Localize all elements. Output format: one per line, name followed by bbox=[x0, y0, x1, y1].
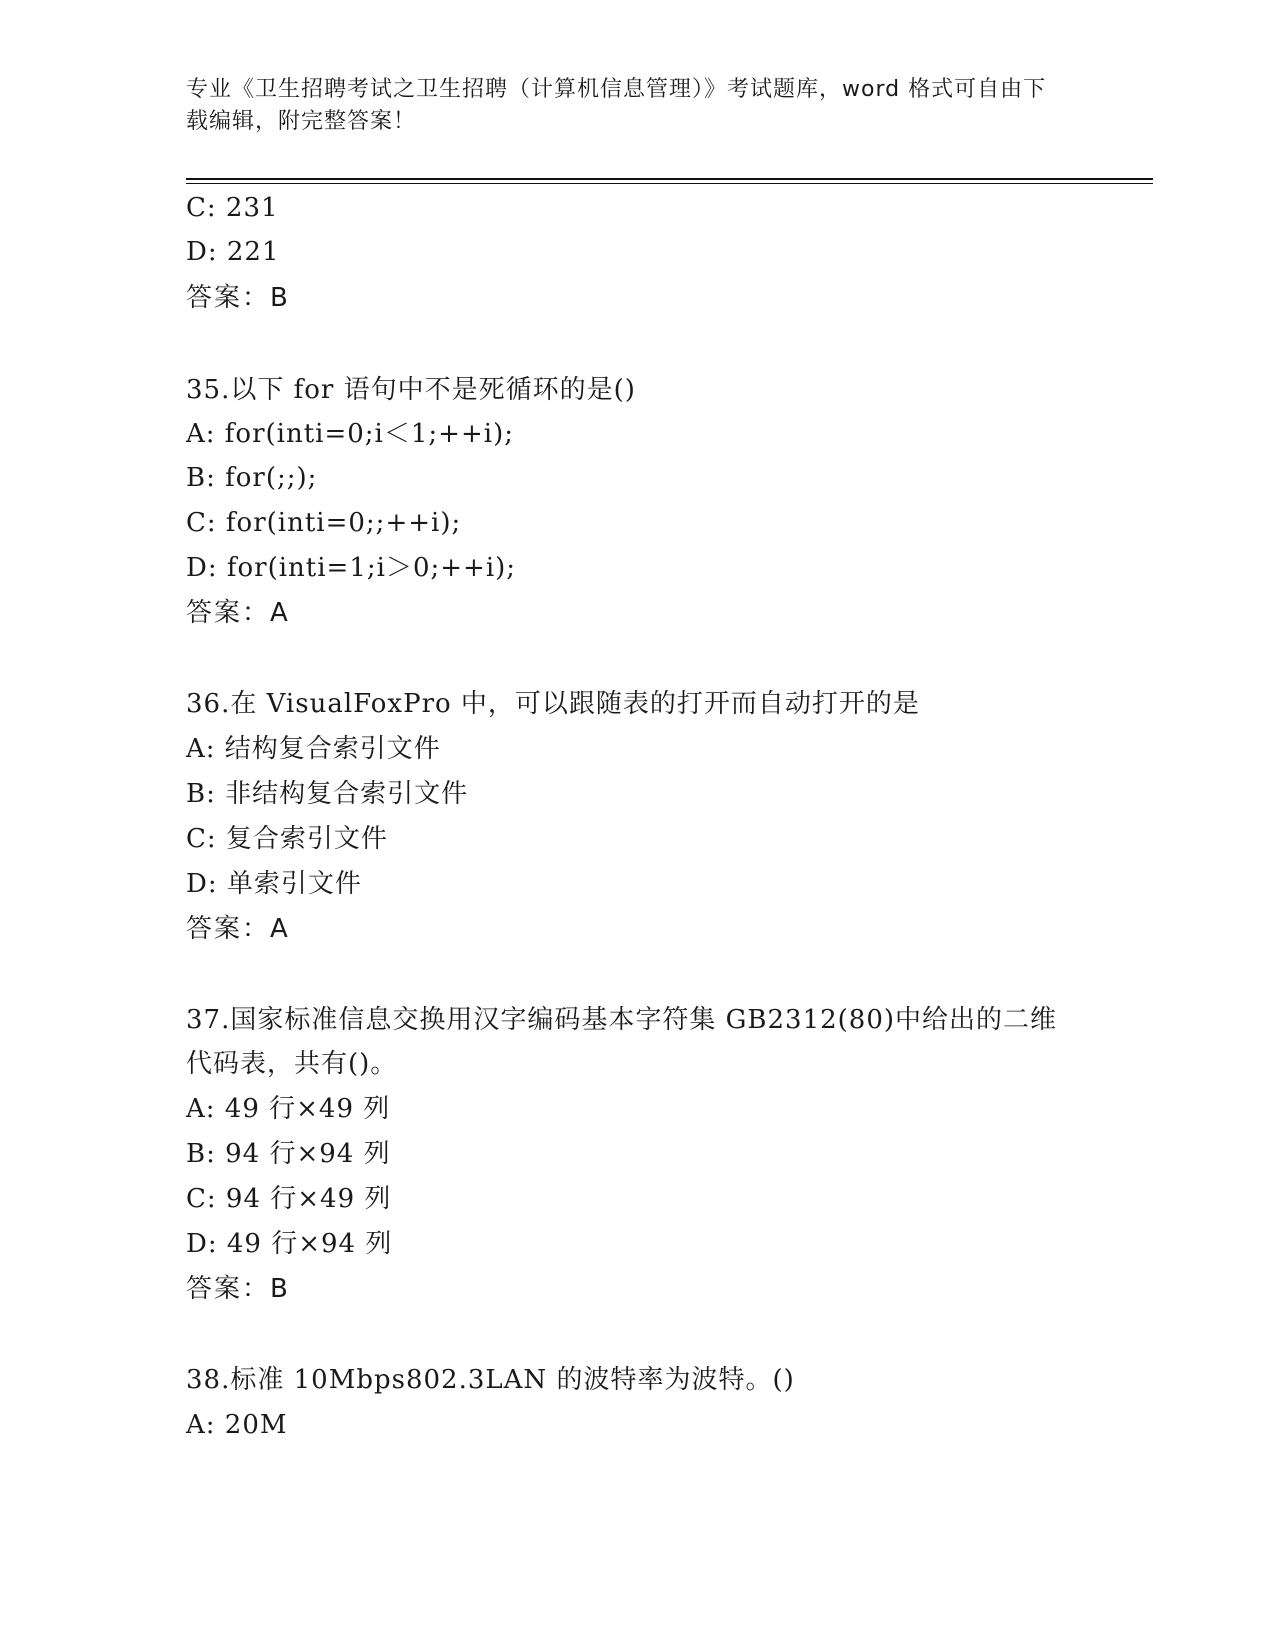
q37-stem-line1: 37.国家标准信息交换用汉字编码基本字符集 GB2312(80)中给出的二维 bbox=[186, 1005, 1058, 1035]
q36-option-d: D: 单索引文件 bbox=[186, 869, 362, 899]
q37-option-d: D: 49 行×94 列 bbox=[186, 1229, 393, 1259]
q36-option-a: A: 结构复合索引文件 bbox=[186, 734, 441, 764]
header-rule-thick bbox=[186, 178, 1153, 180]
document-header: 专业《卫生招聘考试之卫生招聘（计算机信息管理）》考试题库，word 格式可自由下载编辑，附完整答案！ bbox=[186, 77, 1047, 134]
q36-option-c: C: 复合索引文件 bbox=[186, 824, 388, 854]
prev-option-c: C: 231 bbox=[186, 193, 279, 223]
q38-stem: 38.标准 10Mbps802.3LAN 的波特率为波特。() bbox=[186, 1365, 795, 1395]
q37-answer: 答案：B bbox=[186, 1274, 290, 1304]
q37-option-a: A: 49 行×49 列 bbox=[186, 1094, 391, 1124]
q38-option-a: A: 20M bbox=[186, 1410, 288, 1440]
q37-option-b: B: 94 行×94 列 bbox=[186, 1139, 391, 1169]
q36-option-b: B: 非结构复合索引文件 bbox=[186, 779, 469, 809]
prev-answer: 答案：B bbox=[186, 283, 290, 313]
q35-option-d: D: for(inti=1;i＞0;++i); bbox=[186, 553, 517, 583]
q35-option-a: A: for(inti=0;i＜1;++i); bbox=[186, 419, 514, 449]
q37-option-c: C: 94 行×49 列 bbox=[186, 1184, 392, 1214]
q35-option-b: B: for(;;); bbox=[186, 463, 318, 493]
prev-option-d: D: 221 bbox=[186, 237, 280, 267]
q35-stem: 35.以下 for 语句中不是死循环的是() bbox=[186, 375, 636, 405]
q36-answer: 答案：A bbox=[186, 914, 290, 944]
q37-stem-line2: 代码表，共有()。 bbox=[186, 1049, 398, 1079]
q35-answer: 答案：A bbox=[186, 598, 290, 628]
header-rule-thin bbox=[186, 183, 1153, 184]
q35-option-c: C: for(inti=0;;++i); bbox=[186, 508, 462, 538]
q36-stem: 36.在 VisualFoxPro 中，可以跟随表的打开而自动打开的是 bbox=[186, 689, 920, 719]
